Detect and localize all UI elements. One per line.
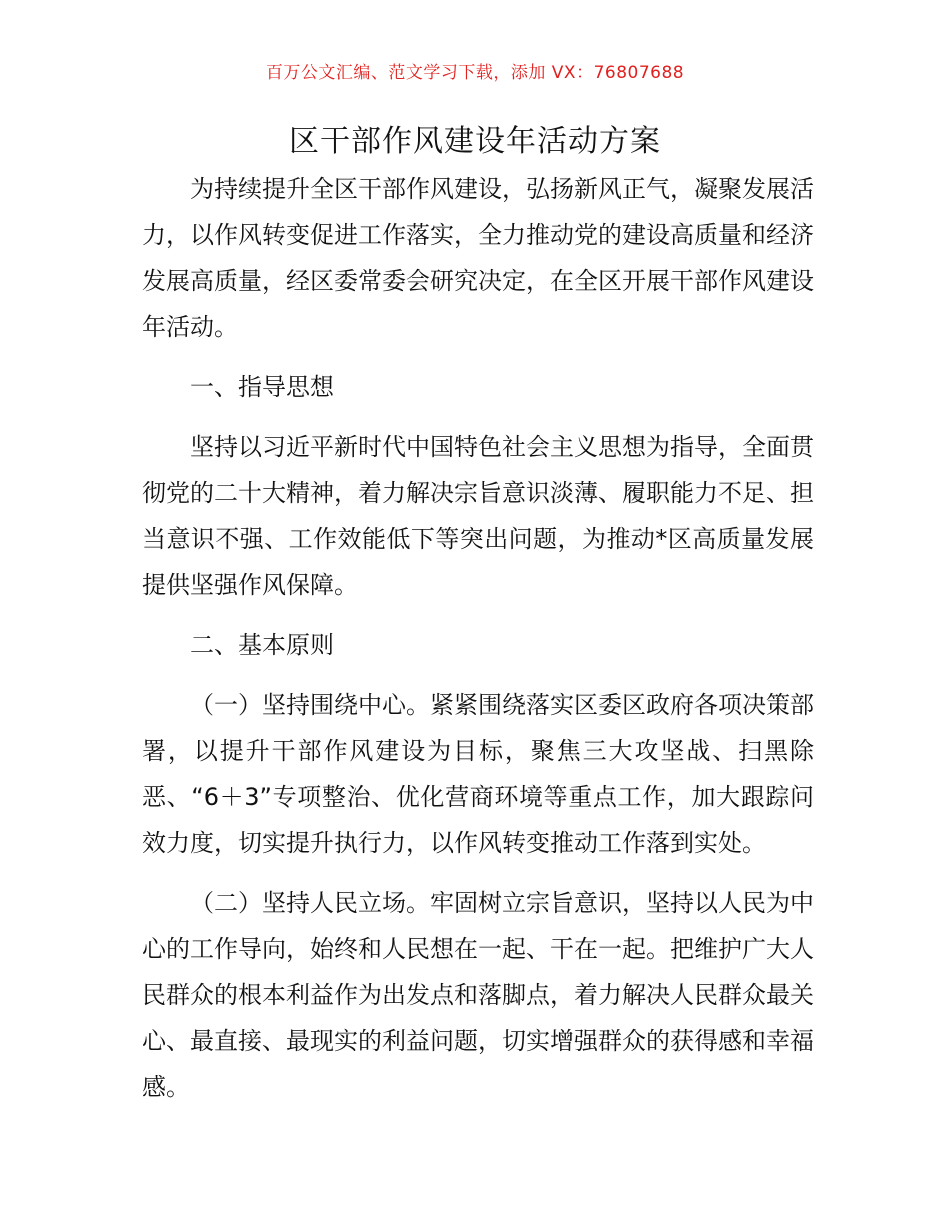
principle-2-paragraph: （二）坚持人民立场。牢固树立宗旨意识，坚持以人民为中心的工作导向，始终和人民想在一起、干在一起。把维护广大人民群众的根本利益作为出发点和落脚点，着力解决人民群众最关心、最直接、最现实的利益问题，切实增强群众的获得感和幸福感。 xyxy=(142,889,814,1101)
section-heading-guiding-ideology: 一、指导思想 xyxy=(190,373,334,401)
document-title: 区干部作风建设年活动方案 xyxy=(289,124,661,159)
principle-1-paragraph: （一）坚持围绕中心。紧紧围绕落实区委区政府各项决策部署，以提升干部作风建设为目标，聚焦三大攻坚战、扫黑除恶、“6＋3”专项整治、优化营商环境等重点工作，加大跟踪问效力度，切实提升执行力，以作风转变推动工作落到实处。 xyxy=(142,691,814,857)
guiding-ideology-paragraph: 坚持以习近平新时代中国特色社会主义思想为指导，全面贯彻党的二十大精神，着力解决宗旨意识淡薄、履职能力不足、担当意识不强、工作效能低下等突出问题，为推动*区高质量发展提供坚强作风保障。 xyxy=(142,433,814,599)
document-body xyxy=(142,166,814,1124)
section-heading-basic-principles: 二、基本原则 xyxy=(190,631,334,659)
intro-paragraph: 为持续提升全区干部作风建设，弘扬新风正气，凝聚发展活力，以作风转变促进工作落实，全力推动党的建设高质量和经济发展高质量，经区委常委会研究决定，在全区开展干部作风建设年活动。 xyxy=(142,175,814,341)
header-note: 百万公文汇编、范文学习下载，添加 VX：76807688 xyxy=(265,63,685,83)
